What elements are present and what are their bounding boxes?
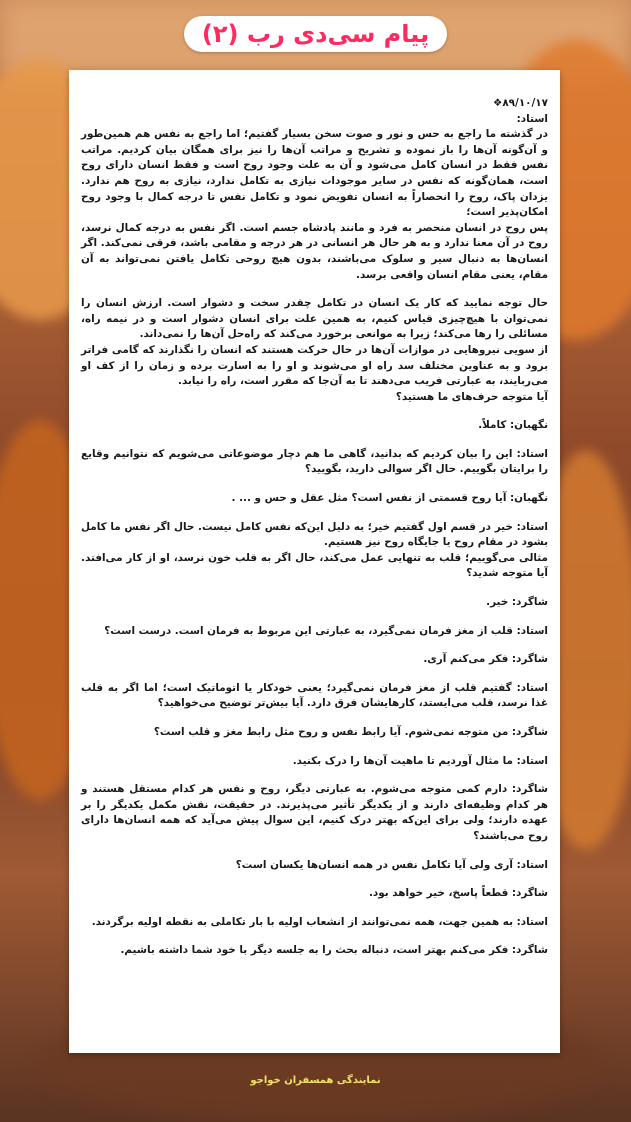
- dialogue-line: شاگرد: قطعاً پاسخ، خیر خواهد بود.: [368, 887, 548, 900]
- dialogue-line: نگهبان: کاملاً.: [478, 419, 548, 432]
- dialogue-line: شاگرد: فکر می‌کنم آری.: [423, 653, 548, 666]
- dialogue-line: شاگرد: دارم کمی متوجه می‌شوم. به عبارتی دیگر، روح و نفس هر کدام مستقل هستند و هر کدام وظیفه‌ای دارند و از یکدیگر تأثیر می‌پذیرند. در حقیقت، نقش مکمل یکدیگر را بر عهده دارند؛ ولی برای این‌که بهتر درک کنیم، این سوال پیش می‌آید که همه انسان‌ها دارای روح می‌باشند؟: [81, 783, 548, 842]
- dialogue-line: استاد: به همین جهت، همه نمی‌توانند از انشعاب اولیه با بار تکاملی به نقطه اولیه برگردند.: [91, 915, 548, 928]
- title-bar: [0, 16, 631, 52]
- paragraph-difficulty: حال توجه نمایید که کار یک انسان در تکامل چقدر سخت و دشوار است. ارزش انسان را نمی‌توان با هیچ‌چیزی قیاس کنیم، به همین علت برای انسان دشوار است و در نیمه راه، مسائلی را رها می‌کند؛ زیرا به موانعی برخورد می‌کند که راه‌حل آن‌ها را نمی‌داند. از سویی نیروهایی در موازات آن‌ها در حال حرکت هستند که انسان را نگذارند که گامی فراتر برود و به عناوین مختلف سد راه او می‌شوند و او را به اسارت برده و زمان را از کف او می‌ربایند، به عبارتی فریب می‌دهند تا به آن‌جا که مقرر است، راه را نیابد. آیا متوجه حرف‌های ما هستید؟: [81, 297, 548, 403]
- dialogue-line: استاد: خیر در قسم اول گفتیم خیر؛ به دلیل این‌که نفس کامل نیست. حال اگر نفس ما کامل بشود در مقام روح یا جایگاه روح نیز هستیم. مثالی می‌گوییم؛ قلب به تنهایی عمل می‌کند، حال اگر به قلب خون نرسد، او از کار می‌افتد. آیا متوجه شدید؟: [81, 520, 548, 580]
- dialogue-line: استاد: گفتیم قلب از مغز فرمان نمی‌گیرد؛ یعنی خودکار یا اتوماتیک است؛ اما اگر به قلب غذا نرسد، قلب می‌ایستد، کارهایشان فرق دارد. آیا بیش‌تر توضیح می‌خواهید؟: [81, 681, 548, 710]
- dialogue-line: شاگرد: فکر می‌کنم بهتر است، دنباله بحث را به جلسه دیگر با خود شما داشته باشیم.: [120, 944, 548, 957]
- dialogue-line: استاد: قلب از مغز فرمان نمی‌گیرد، به عبارتی این مربوط به فرمان است. درست است؟: [104, 624, 548, 637]
- paragraph-intro: ٨٩/١٠/١٧❖ استاد: در گذشته ما راجع به حس و نور و صوت سخن بسیار گفتیم؛ اما راجع به نفس هم همین‌طور و آن‌گونه آن‌ها را باز نموده و تشریح و مراتب آن‌ها را نیز برای همگان بیان کردیم. مراتب نفس فقط در انسان کامل می‌شود و آن به علت وجود روح است و فقط انسان دارای روح است، همان‌گونه که نفس در سایر موجودات نیازی به تکامل ندارد، نیازی به روح هم ندارد. یزدان پاک، روح را انحصاراً به انسان تفویض نمود و تکامل نفس تا درجه کمال با وجود روح امکان‌پذیر است؛ پس روح در انسان منحصر به فرد و مانند پادشاه جسم است. اگر نفس به درجه کمال نرسد، روح در آن معنا ندارد و به هر حال هر انسانی در هر درجه و مقامی باشد، فرقی نمی‌کند. اگر انسان‌ها به دنبال سیر و سلوک می‌باشند، بدون هیچ روحی تکامل یافتن نمی‌تواند به آن مقام، یعنی مقام انسان واقعی برسد.: [81, 97, 548, 281]
- dialogue-line: استاد: آری ولی آیا تکامل نفس در همه انسان‌ها یکسان است؟: [235, 858, 548, 871]
- dialogue-line: استاد: این را بیان کردیم که بدانید، گاهی ما هم دچار موضوعاتی می‌شویم که نتوانیم وقایع را برایتان بگوییم. حال اگر سوالی دارید، بگویید؟: [81, 447, 548, 476]
- dialogue-line: شاگرد: من متوجه نمی‌شوم. آیا رابط نفس و روح مثل رابط مغز و قلب است؟: [153, 726, 548, 738]
- page-title: پیام سی‌دی رب (۲): [184, 16, 447, 52]
- footer-credit: نمایندگی همسفران خواجو: [250, 1075, 381, 1086]
- dialogue-line: نگهبان: آیا روح قسمتی از نفس است؟ مثل عقل و حس و ... .: [231, 492, 548, 505]
- dialogue-line: استاد: ما مثال آوردیم تا ماهیت آن‌ها را درک بکنید.: [292, 754, 548, 767]
- dialogue-line: شاگرد: خیر.: [486, 596, 548, 609]
- document-sheet: [69, 70, 560, 1053]
